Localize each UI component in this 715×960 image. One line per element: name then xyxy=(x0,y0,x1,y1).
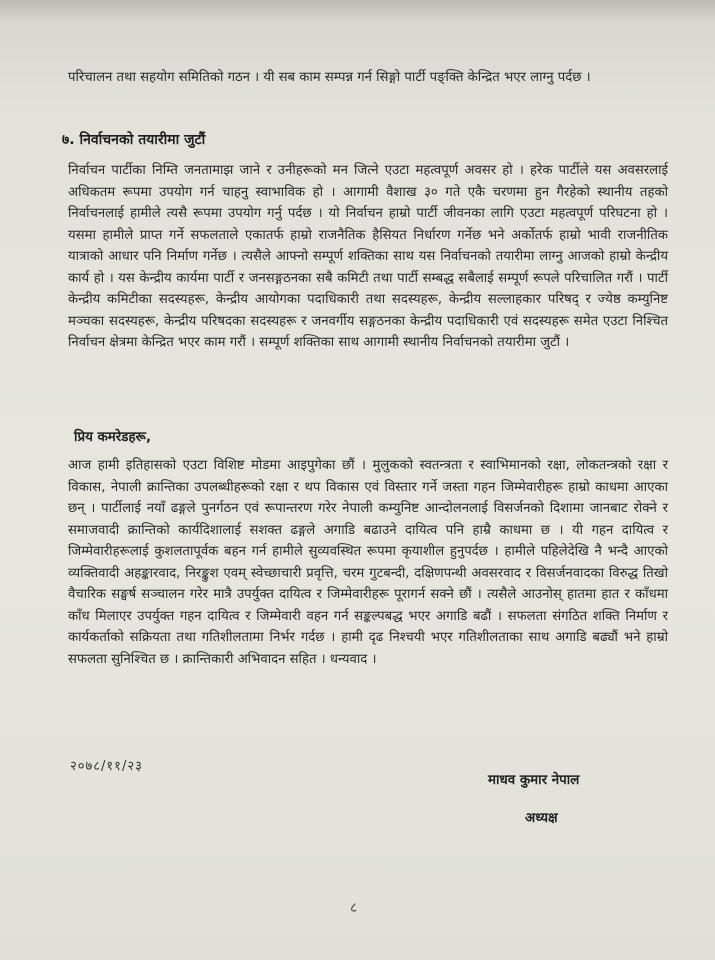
letter-date: २०७८/११/२३ xyxy=(70,759,143,774)
page-number: ८ xyxy=(350,900,358,916)
intro-paragraph: परिचालन तथा सहयोग समितिको गठन । यी सब काम सम्पन्न गर्न सिङ्गो पार्टी पङ्क्ति केन्द्रित भएर लाग्नु पर्दछ । xyxy=(68,70,591,85)
scan-shadow xyxy=(0,0,715,22)
section-heading: ७. निर्वाचनको तयारीमा जुटौं xyxy=(62,132,206,148)
signatory-name: माधव कुमार नेपाल xyxy=(488,773,580,788)
signatory-title: अध्यक्ष xyxy=(525,811,558,826)
salutation: प्रिय कमरेडहरू, xyxy=(74,430,152,445)
section-paragraph: निर्वाचन पार्टीका निम्ति जनतामाझ जाने र उनीहरूको मन जित्ने एउटा महत्वपूर्ण अवसर हो । हरेक पार्टीले यस अवसरलाई अधिकतम रूपमा उपयोग गर्न चाहनु स्वाभाविक हो । आगामी वैशाख ३० गते एकै चरणमा हुन गैरहेको स्थानीय तहको निर्वाचनलाई हामीले त्यसै रूपमा उपयोग गर्नु पर्दछ । यो निर्वाचन हाम्रो पार्टी जीवनका लागि एउटा महत्वपूर्ण परिघटना हो । यसमा हामीले प्राप्त गर्ने सफलताले एकातर्फ हाम्रो राजनैतिक हैसियत निर्धारण गर्नेछ भने अर्कोतर्फ हाम्रो भावी राजनीतिक यात्राको आधार पनि निर्माण गर्नेछ । त्यसैले आफ्नो सम्पूर्ण शक्तिका साथ यस निर्वाचनको तयारीमा लाग्नु आजको हाम्रो केन्द्रीय कार्य हो । यस केन्द्रीय कार्यमा पार्टी र जनसङ्गठनका सबै कमिटी तथा पार्टी सम्बद्ध सबैलाई सम्पूर्ण रूपले परिचालित गरौं । पार्टी केन्द्रीय कमिटीका सदस्यहरू, केन्द्रीय आयोगका पदाधिकारी तथा सदस्यहरू, केन्द्रीय सल्लाहकार परिषद् र ज्येष्ठ कम्युनिष्ट मञ्चका सदस्यहरू, केन्द्रीय परिषदका सदस्यहरू र जनवर्गीय सङ्गठनका केन्द्रीय पदाधिकारी एवं सदस्यहरू समेत एउटा निश्चित निर्वाचन क्षेत्रमा केन्द्रित भएर काम गरौं । सम्पूर्ण शक्तिका साथ आगामी स्थानीय निर्वाचनको तयारीमा जुटौं । xyxy=(68,163,668,350)
letter-body: आज हामी इतिहासको एउटा विशिष्ट मोडमा आइपुगेका छौं । मुलुकको स्वतन्त्रता र स्वाभिमानको रक्षा, लोकतन्त्रको रक्षा र विकास, नेपाली क्रान्तिका उपलब्धीहरूको रक्षा र थप विकास एवं विस्तार गर्ने जस्ता गहन जिम्मेवारीहरू हाम्रो काधमा आएका छन् । पार्टीलाई नयाँ ढङ्गले पुनर्गठन एवं रूपान्तरण गरेर नेपाली कम्युनिष्ट आन्दोलनलाई विसर्जनको दिशामा जानबाट रोक्ने र समाजवादी क्रान्तिको कार्यदिशालाई सशक्त ढङ्गले अगाडि बढाउने दायित्व पनि हाम्रै काधमा छ । यी गहन दायित्व र जिम्मेवारीहरूलाई कुशलतापूर्वक बहन गर्न हामीले सुव्यवस्थित रूपमा कृयाशील हुनुपर्दछ । हामीले पहिलेदेखि नै भन्दै आएको व्यक्तिवादी अहङ्कारवाद, निरङ्कुश एवम् स्वेच्छाचारी प्रवृत्ति, चरम गुटबन्दी, दक्षिणपन्थी अवसरवाद र विसर्जनवादका विरुद्ध तिखो वैचारिक सङ्घर्ष सञ्चालन गरेर मात्रै उपर्युक्त दायित्व र जिम्मेवारीहरू पूरागर्न सक्ने छौं । त्यसैले आउनोस् हातमा हात र काँधमा काँध मिलाएर उपर्युक्त गहन दायित्व र जिम्मेवारी वहन गर्न सङ्कल्पबद्ध भएर अगाडि बढौं । सफलता संगठित शक्ति निर्माण र कार्यकर्ताको सक्रियता तथा गतिशीलतामा निर्भर गर्दछ । हामी दृढ निश्चयी भएर गतिशीलताका साथ अगाडि बढ्यौं भने हाम्रो सफलता सुनिश्चित छ । क्रान्तिकारी अभिवादन सहित । धन्यवाद । xyxy=(68,458,668,667)
